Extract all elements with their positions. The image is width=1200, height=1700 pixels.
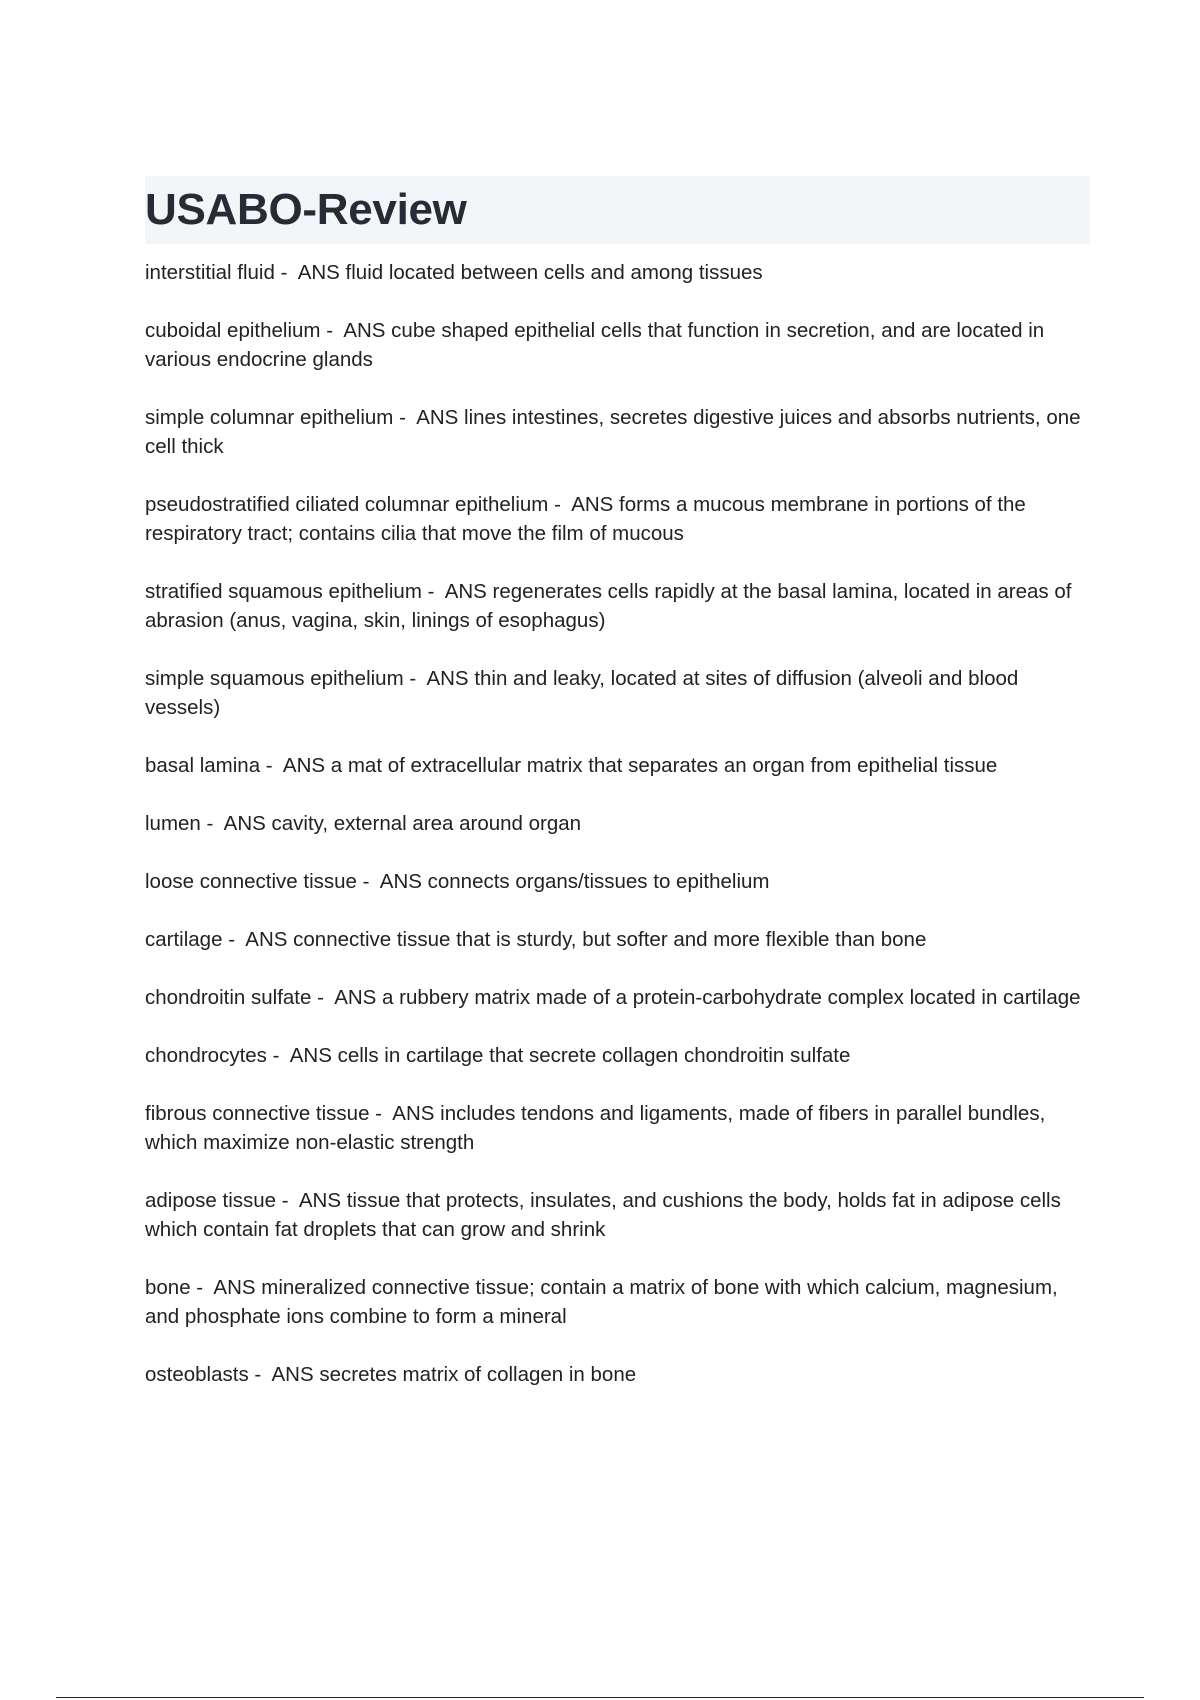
entry-definition: a mat of extracellular matrix that separates an organ from epithelial tissue (330, 754, 998, 777)
entry-definition: thin and leaky, located at sites of diffusion (alveoli and blood vessels) (145, 667, 1019, 719)
entry-term: lumen (145, 812, 201, 835)
entry-definition: tissue that protects, insulates, and cushions the body, holds fat in adipose cells which contain fat droplets that can grow and shrink (145, 1189, 1061, 1241)
entry-term: cartilage (145, 928, 223, 951)
answer-marker: ANS (426, 667, 469, 690)
entry-term: bone (145, 1276, 191, 1299)
flashcard-entry: bone - ANS mineralized connective tissue; contain a matrix of bone with which calcium, magnesium, and phosphate ions combine to form a mineral (145, 1276, 1058, 1328)
entry-term: chondroitin sulfate (145, 986, 312, 1009)
entry-term: stratified squamous epithelium (145, 580, 422, 603)
flashcard-entry: pseudostratified ciliated columnar epithelium - ANS forms a mucous membrane in portions of the respiratory tract; contains cilia that move the film of mucous (145, 493, 1026, 545)
flashcard-entry: chondroitin sulfate - ANS a rubbery matrix made of a protein-carbohydrate complex located in cartilage (145, 986, 1081, 1009)
answer-marker: ANS (379, 870, 422, 893)
entry-term: simple squamous epithelium (145, 667, 404, 690)
entry-term: simple columnar epithelium (145, 406, 394, 429)
answer-marker: ANS (571, 493, 614, 516)
entry-definition: connects organs/tissues to epithelium (427, 870, 770, 893)
flashcard-entry: simple columnar epithelium - ANS lines intestines, secretes digestive juices and absorbs nutrients, one cell thick (145, 406, 1081, 458)
entry-term: osteoblasts (145, 1363, 249, 1386)
flashcard-entry: basal lamina - ANS a mat of extracellular matrix that separates an organ from epithelial tissue (145, 754, 998, 777)
entry-definition: cells in cartilage that secrete collagen chondroitin sulfate (337, 1044, 851, 1067)
entry-definition: includes tendons and ligaments, made of fibers in parallel bundles, which maximize non-elastic strength (145, 1102, 1046, 1154)
title-banner (145, 176, 1090, 244)
answer-marker: ANS (392, 1102, 435, 1125)
entry-definition: cube shaped epithelial cells that function in secretion, and are located in various endocrine glands (145, 319, 1045, 371)
answer-marker: ANS (289, 1044, 332, 1067)
flashcard-list (145, 258, 1090, 1389)
entry-term: basal lamina (145, 754, 261, 777)
entry-definition: lines intestines, secretes digestive juices and absorbs nutrients, one cell thick (145, 406, 1081, 458)
document-content (145, 176, 1090, 1418)
entry-term: pseudostratified ciliated columnar epithelium (145, 493, 549, 516)
entry-term: interstitial fluid (145, 261, 275, 284)
entry-definition: cavity, external area around organ (271, 812, 582, 835)
entry-definition: a rubbery matrix made of a protein-carbohydrate complex located in cartilage (382, 986, 1081, 1009)
answer-marker: ANS (343, 319, 386, 342)
flashcard-entry: simple squamous epithelium - ANS thin and leaky, located at sites of diffusion (alveoli and blood vessels) (145, 667, 1019, 719)
entry-definition: mineralized connective tissue; contain a matrix of bone with which calcium, magnesium, and phosphate ions combine to form a mineral (145, 1276, 1058, 1328)
entry-definition: fluid located between cells and among tissues (345, 261, 763, 284)
document-title: USABO-Review (145, 185, 467, 234)
entry-term: fibrous connective tissue (145, 1102, 370, 1125)
flashcard-entry: cuboidal epithelium - ANS cube shaped epithelial cells that function in secretion, and are located in various endocrine glands (145, 319, 1045, 371)
answer-marker: ANS (245, 928, 288, 951)
answer-marker: ANS (334, 986, 377, 1009)
entry-definition: forms a mucous membrane in portions of the respiratory tract; contains cilia that move the film of mucous (145, 493, 1026, 545)
answer-marker: ANS (223, 812, 266, 835)
answer-marker: ANS (271, 1363, 314, 1386)
flashcard-entry: chondrocytes - ANS cells in cartilage that secrete collagen chondroitin sulfate (145, 1044, 851, 1067)
entry-term: cuboidal epithelium (145, 319, 321, 342)
flashcard-entry: interstitial fluid - ANS fluid located between cells and among tissues (145, 261, 763, 284)
flashcard-entry: osteoblasts - ANS secretes matrix of collagen in bone (145, 1363, 637, 1386)
entry-term: loose connective tissue (145, 870, 357, 893)
answer-marker: ANS (416, 406, 459, 429)
entry-definition: regenerates cells rapidly at the basal lamina, located in areas of abrasion (anus, vagina, skin, linings of esophagus) (145, 580, 1072, 632)
answer-marker: ANS (298, 1189, 342, 1212)
entry-term: adipose tissue (145, 1189, 277, 1212)
flashcard-entry: stratified squamous epithelium - ANS regenerates cells rapidly at the basal lamina, located in areas of abrasion (anus, vagina, skin, linings of esophagus) (145, 580, 1072, 632)
flashcard-entry: lumen - ANS cavity, external area around organ (145, 812, 582, 835)
answer-marker: ANS (213, 1276, 256, 1299)
flashcard-entry: cartilage - ANS connective tissue that is sturdy, but softer and more flexible than bone (145, 928, 927, 951)
answer-marker: ANS (282, 754, 326, 777)
flashcard-entry: adipose tissue - ANS tissue that protects, insulates, and cushions the body, holds fat in adipose cells which contain fat droplets that can grow and shrink (145, 1189, 1061, 1241)
entry-definition: connective tissue that is sturdy, but softer and more flexible than bone (293, 928, 927, 951)
footer-divider (56, 1697, 1144, 1698)
flashcard-entry: fibrous connective tissue - ANS includes tendons and ligaments, made of fibers in parallel bundles, which maximize non-elastic strength (145, 1102, 1046, 1154)
flashcard-entry: loose connective tissue - ANS connects organs/tissues to epithelium (145, 870, 770, 893)
answer-marker: ANS (444, 580, 487, 603)
entry-term: chondrocytes (145, 1044, 267, 1067)
answer-marker: ANS (297, 261, 340, 284)
entry-definition: secretes matrix of collagen in bone (319, 1363, 637, 1386)
